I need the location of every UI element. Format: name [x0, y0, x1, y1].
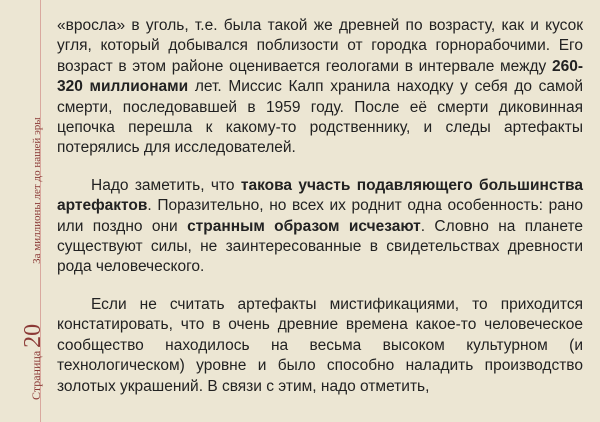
- text-run: Надо заметить, что: [91, 176, 241, 194]
- text-run: «вросла» в уголь, т.е. была такой же древней по возрасту, как и кусок угля, который добывался поблизости от городка горнорабочими. Его возраст в этом районе оценивается геологами в интервале между: [57, 17, 583, 75]
- page-label: Страница: [29, 350, 43, 400]
- paragraph-1: [57, 16, 583, 159]
- page-body: [57, 16, 583, 397]
- text-run: . Словно на планете существуют силы, не заинтересованные в свидетельствах древности рода человеческого.: [57, 217, 584, 276]
- page-margin: [0, 0, 44, 422]
- text-run: Если не считать артефакты мистификациями, то приходится констатировать, что в очень древние времена какое-то человеческое сообщество находилось на весьма высоком культурном (и технологическом) уровне и было способно наладить производство золотых украшений. В связи с этим, надо отметить,: [57, 295, 583, 395]
- running-header: [20, 117, 47, 400]
- paragraph-3: [57, 295, 583, 397]
- text-run: лет. Миссис Калп хранила находку у себя до самой смерти, последовавшей в 1959 году. После её смерти диковинная цепочка перешла к какому-то родственнику, и следы артефакты потерялись для исследователей.: [57, 78, 583, 157]
- bold-run: такова участь подавляющего большинства артефактов: [57, 176, 583, 215]
- bold-run: 260-320 миллионами: [57, 57, 583, 96]
- page-number: 20: [20, 323, 46, 348]
- text-run: . Поразительно, но всех их роднит одна особенность: рано или поздно они: [57, 197, 583, 235]
- book-title: За миллионы лет до нашей эры: [31, 117, 43, 264]
- paragraph-2: [57, 176, 583, 278]
- bold-run: странным образом исчезают: [187, 217, 421, 235]
